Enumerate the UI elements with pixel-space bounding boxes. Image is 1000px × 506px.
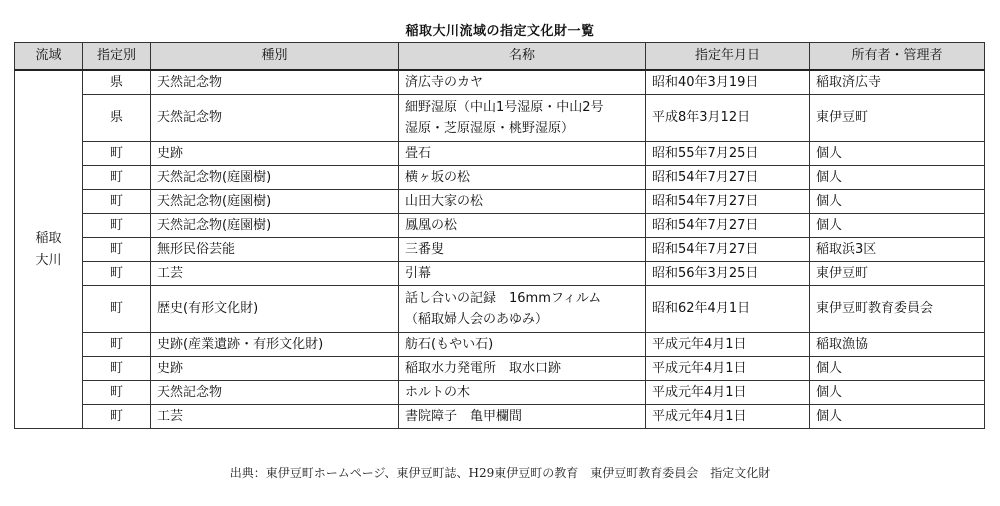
table-row: [15, 333, 985, 357]
type-cell: 工芸: [151, 405, 399, 429]
header-name: 名称: [399, 43, 646, 71]
date-cell: 昭和54年7月27日: [646, 166, 810, 190]
type-cell: 工芸: [151, 262, 399, 286]
type-cell: 天然記念物(庭園樹): [151, 214, 399, 238]
name-cell: 済広寺のカヤ: [399, 70, 646, 95]
name-cell: 書院障子 亀甲欄間: [399, 405, 646, 429]
type-cell: 史跡(産業遺跡・有形文化財): [151, 333, 399, 357]
owner-cell: 個人: [810, 357, 985, 381]
name-cell: 稲取水力発電所 取水口跡: [399, 357, 646, 381]
area-cell: [15, 70, 83, 429]
name-cell: 引幕: [399, 262, 646, 286]
name-cell: ホルトの木: [399, 381, 646, 405]
type-cell: 天然記念物(庭園樹): [151, 166, 399, 190]
header-level: 指定別: [83, 43, 151, 71]
table-row: [15, 405, 985, 429]
source-note: 出典：東伊豆町ホームページ、東伊豆町誌、H29東伊豆町の教育 東伊豆町教育委員会 指定文化財: [229, 466, 771, 480]
date-cell: 平成8年3月12日: [646, 95, 810, 142]
area-line: 大川: [35, 252, 62, 268]
name-cell: 横ヶ坂の松: [399, 166, 646, 190]
table-row: [15, 142, 985, 166]
date-cell: 昭和56年3月25日: [646, 262, 810, 286]
date-cell: 平成元年4月1日: [646, 405, 810, 429]
table-row: [15, 357, 985, 381]
date-cell: 昭和55年7月25日: [646, 142, 810, 166]
owner-cell: 個人: [810, 190, 985, 214]
date-cell: 昭和54年7月27日: [646, 238, 810, 262]
table-row: [15, 214, 985, 238]
owner-cell: 個人: [810, 405, 985, 429]
type-cell: 天然記念物: [151, 95, 399, 142]
table-row: [15, 381, 985, 405]
date-cell: 平成元年4月1日: [646, 357, 810, 381]
type-cell: 史跡: [151, 142, 399, 166]
level-cell: 町: [83, 381, 151, 405]
owner-cell: 東伊豆町: [810, 262, 985, 286]
level-cell: 町: [83, 286, 151, 333]
type-cell: 天然記念物: [151, 70, 399, 95]
table-row: [15, 166, 985, 190]
table-row: [15, 95, 985, 142]
header-owner: 所有者・管理者: [810, 43, 985, 71]
date-cell: 昭和40年3月19日: [646, 70, 810, 95]
level-cell: 町: [83, 166, 151, 190]
date-cell: 昭和54年7月27日: [646, 190, 810, 214]
table-row: [15, 70, 985, 95]
name-cell: 鳳凰の松: [399, 214, 646, 238]
type-cell: 無形民俗芸能: [151, 238, 399, 262]
table-row: [15, 286, 985, 333]
level-cell: 町: [83, 190, 151, 214]
level-cell: 町: [83, 262, 151, 286]
owner-cell: 個人: [810, 166, 985, 190]
header-area: 流域: [15, 43, 83, 71]
name-line: 湿原・芝原湿原・桃野湿原）: [405, 121, 575, 136]
type-cell: 天然記念物: [151, 381, 399, 405]
name-line: 話し合いの記録 16mmフィルム: [405, 291, 602, 306]
table-row: [15, 238, 985, 262]
type-cell: 天然記念物(庭園樹): [151, 190, 399, 214]
level-cell: 町: [83, 214, 151, 238]
level-cell: 県: [83, 95, 151, 142]
name-cell: 山田大家の松: [399, 190, 646, 214]
name-line: （稲取婦人会のあゆみ）: [405, 312, 549, 327]
level-cell: 町: [83, 142, 151, 166]
owner-cell: 稲取浜3区: [810, 238, 985, 262]
date-cell: 昭和54年7月27日: [646, 214, 810, 238]
date-cell: 平成元年4月1日: [646, 333, 810, 357]
heritage-table: [14, 42, 985, 429]
owner-cell: 個人: [810, 214, 985, 238]
level-cell: 町: [83, 357, 151, 381]
level-cell: 町: [83, 333, 151, 357]
table-row: [15, 190, 985, 214]
owner-cell: 稲取漁協: [810, 333, 985, 357]
name-cell: 畳石: [399, 142, 646, 166]
name-cell: [399, 286, 646, 333]
level-cell: 県: [83, 70, 151, 95]
table-title: 稲取大川流域の指定文化財一覧: [405, 24, 595, 39]
name-cell: 三番叟: [399, 238, 646, 262]
table-row: [15, 262, 985, 286]
name-cell: [399, 95, 646, 142]
name-line: 細野湿原（中山1号湿原・中山2号: [405, 100, 604, 115]
header-date: 指定年月日: [646, 43, 810, 71]
level-cell: 町: [83, 405, 151, 429]
header-row: [15, 43, 985, 71]
header-type: 種別: [151, 43, 399, 71]
owner-cell: 個人: [810, 142, 985, 166]
owner-cell: 稲取済広寺: [810, 70, 985, 95]
date-cell: 平成元年4月1日: [646, 381, 810, 405]
owner-cell: 東伊豆町教育委員会: [810, 286, 985, 333]
owner-cell: 個人: [810, 381, 985, 405]
owner-cell: 東伊豆町: [810, 95, 985, 142]
name-cell: 舫石(もやい石): [399, 333, 646, 357]
area-line: 稲取: [35, 230, 62, 246]
level-cell: 町: [83, 238, 151, 262]
date-cell: 昭和62年4月1日: [646, 286, 810, 333]
type-cell: 史跡: [151, 357, 399, 381]
type-cell: 歴史(有形文化財): [151, 286, 399, 333]
